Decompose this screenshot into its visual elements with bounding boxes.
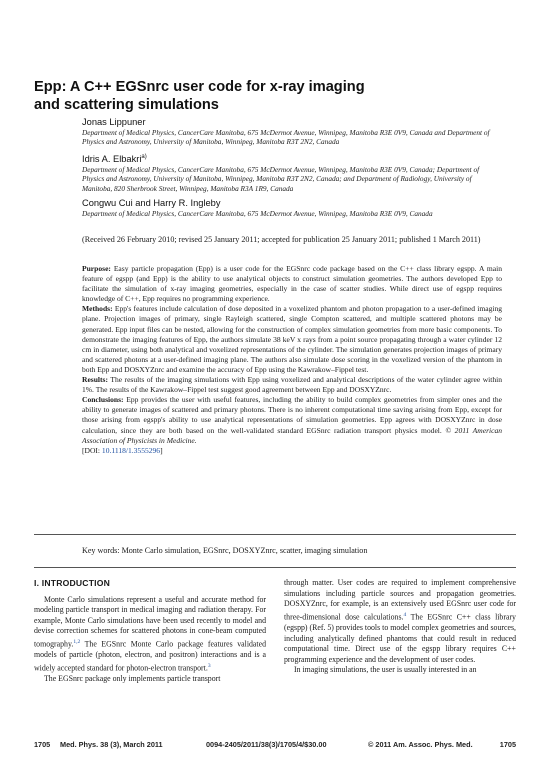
publication-dates: (Received 26 February 2010; revised 25 January 2011; accepted for publication 25 January 2011; published 1 March 2011) [82, 235, 481, 244]
section-heading: I. INTRODUCTION [34, 578, 111, 588]
abstract-methods: Methods: Epp's features include calculation of dose deposited in a voxelized phantom and photon propagation to a user-defined imaging plane. Projection images of primary, single Rayleigh scattered, single Compton scattered, and multiple scattered photons may be generated. Epp input files can be nested, allowing for the construction of complex simulation geometries from more basic components. To demonstrate the imaging features of Epp, the authors simulate 38 keV x rays from a point source propagating through a water cylinder 12 cm in diameter, using both analytical and voxelized representations of the cylinder. The simulation generates projection images of primary and scattered photons at a user-defined imaging plane. The authors also simulate dose scoring in the voxelized version of the phantom in both Epp and DOSXYZnrc and examine the accuracy of Epp using the Kawrakow–Fippel test. [82, 304, 503, 374]
divider [34, 534, 516, 535]
title-line-2: and scattering simulations [34, 96, 219, 113]
title-line-1: Epp: A C++ EGSnrc user code for x-ray imaging [34, 79, 365, 95]
body-column-left [34, 578, 266, 685]
paragraph: The EGSnrc package only implements particle transport [44, 673, 221, 683]
page-number: 1705 [499, 740, 516, 749]
keywords: Key words: Monte Carlo simulation, EGSnrc, DOSXYZnrc, scatter, imaging simulation [82, 546, 368, 555]
author-affiliation: Department of Medical Physics, CancerCare Manitoba, 675 McDermot Avenue, Winnipeg, Manitoba R3E 0V9, Canada [82, 209, 433, 219]
abstract-purpose: Purpose: Easy particle propagation (Epp) is a user code for the EGSnrc code package based on the C++ class library egspp. A main feature of egspp (and Epp) is the ability to use analytical objects to construct simulation geometries. The authors developed Epp to facilitate the simulation of x-ray imaging geometries, especially in the case of scatter studies. While direct use of egspp requires knowledge of C++, Epp requires no programming experience. [82, 264, 503, 304]
author-affiliation: Department of Medical Physics, CancerCare Manitoba, 675 McDermot Avenue, Winnipeg, Manitoba R3E 0V9, Canada; Department of Physics and Astronomy, University of Manitoba, Winnipeg, Manitoba R3T 2N2, Canada; and Department of Radiology, University of Manitoba, 820 Sherbrook Street, Winnipeg, Manitoba R3A 1R9, Canada [82, 164, 480, 193]
citation-link[interactable]: 1,2 [73, 638, 81, 645]
author-affiliation: Department of Medical Physics, CancerCare Manitoba, 675 McDermot Avenue, Winnipeg, Manitoba R3E 0V9, Canada and Department of Physics and Astronomy, University of Manitoba, Winnipeg, Manitoba R3T 2N2, Canada [82, 128, 490, 147]
abstract-conclusions: Conclusions: Epp provides the user with useful features, including the ability to build complex geometries from simpler ones and the ability to generate images of scattered and primary photons. There is no inherent computational time saving arising from Epp, except for those arising from egspp's ability to use analytical representations of simulation geometries. Epp agrees with DOSXYZnrc in dose calculation, since they are both based on the well-validated standard EGSnrc radiation transport physics model. © 2011 American Association of Physicists in Medicine. [DOI: 10.1118/1.3555296] [82, 395, 502, 455]
journal-citation: Med. Phys. 38 (3), March 2011 [60, 740, 163, 749]
paragraph: In imaging simulations, the user is usually interested in an [294, 665, 477, 675]
abstract [82, 264, 502, 456]
citation-link[interactable]: 3 [207, 662, 211, 669]
paragraph: through matter. User codes are required to implement comprehensive simulations including particle sources and propagation geometries. DOSXYZnrc, for example, is an extensively used EGSnrc user code for three-dimensional dose calculations.$^4$ The EGSnrc C++ class library (egspp) (Ref. 5) provides tools to model complex geometries and sources, including analytically defined phantoms that could result in reduced computational time. Direct use of the egspp library requires C++ programming experience and the development of user codes. [284, 578, 516, 664]
author-name: Jonas Lippuner [82, 117, 146, 127]
abstract-results: Results: The results of the imaging simulations with Epp using voxelized and analytical descriptions of the water cylinder agree within 1%. The results of the Kawrakow–Fippel test suggest good agreement between Epp and DOSXYZnrc. [82, 375, 502, 395]
author-name: Idris A. Elbakri$^{a)}$ [82, 153, 147, 164]
issn: 0094-2405/2011/38(3)/1705/4/$30.00 [206, 740, 327, 749]
body-column-right [284, 578, 516, 676]
doi-link[interactable]: 10.1118/1.3555296 [101, 445, 161, 455]
citation-link[interactable]: 4 [403, 611, 407, 618]
author-block [82, 116, 502, 223]
article-title [34, 79, 504, 114]
footer-copyright: © 2011 Am. Assoc. Phys. Med. [368, 740, 473, 749]
author-name: Congwu Cui and Harry R. Ingleby [82, 198, 221, 209]
footnote-marker[interactable]: a) [141, 153, 147, 160]
paragraph: Monte Carlo simulations represent a useful and accurate method for modeling particle transport in medical imaging and radiation therapy. For example, Monte Carlo simulations have been used recently to model and devise correction schemes for scattered photons in cone-beam computed tomography.$^{1,2}$ The EGSnrc Monte Carlo package features validated models of particle (photon, electron, and positron) interactions and is a widely accepted standard for photon-electron transport.$^3$ [34, 594, 266, 673]
copyright-notice: © 2011 American Association of Physicists in Medicine. [82, 425, 502, 445]
divider [34, 567, 516, 568]
page-number: 1705 [34, 740, 51, 749]
